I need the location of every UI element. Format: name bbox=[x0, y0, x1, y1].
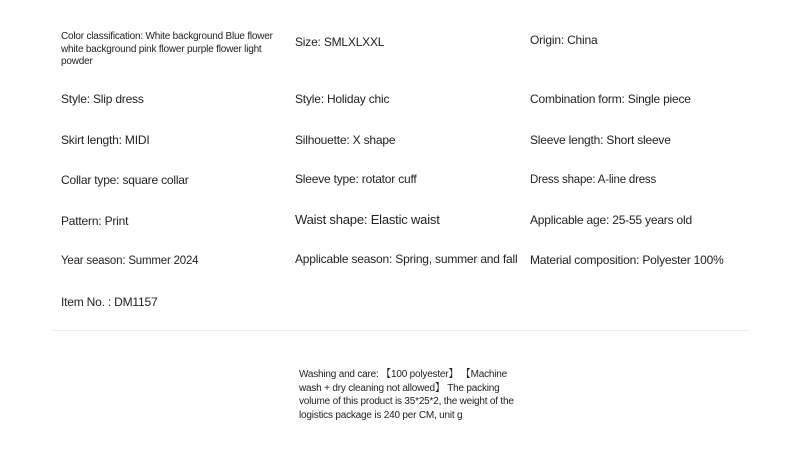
attr-applicable-season: Applicable season: Spring, summer and fall bbox=[295, 252, 518, 266]
attr-label: Waist shape bbox=[295, 212, 364, 227]
attr-label: Silhouette bbox=[295, 133, 347, 147]
attr-value: Print bbox=[104, 214, 129, 228]
attr-value: MIDI bbox=[124, 133, 150, 147]
attr-label: Sleeve length bbox=[530, 133, 601, 147]
attr-label: Applicable age bbox=[530, 213, 606, 227]
attr-color-classification: Color classification: White background Blue flower white background pink flower purple flower light powder bbox=[61, 31, 273, 67]
attr-label: Skirt length bbox=[61, 133, 119, 147]
attr-combination-form: Combination form: Single piece bbox=[530, 92, 691, 106]
attr-value: Polyester 100% bbox=[642, 253, 724, 267]
attr-style: Style: Slip dress bbox=[61, 92, 144, 106]
attr-collar-type: Collar type: square collar bbox=[61, 173, 189, 187]
attr-label: Collar type bbox=[61, 173, 117, 187]
attr-pattern: Pattern: Print bbox=[61, 214, 129, 228]
attr-label: Dress shape bbox=[530, 174, 593, 186]
attr-item-number: Item No. : DM1157 bbox=[61, 295, 158, 309]
attr-label: Origin bbox=[530, 33, 561, 47]
attr-material-composition: Material composition: Polyester 100% bbox=[530, 253, 724, 267]
attr-value: Summer 2024 bbox=[128, 255, 199, 267]
attr-value: 25-55 years old bbox=[612, 213, 692, 227]
attr-size: Size: SMLXLXXL bbox=[295, 35, 385, 49]
attr-label: Pattern bbox=[61, 214, 99, 228]
attr-value: Single piece bbox=[627, 92, 691, 106]
attr-label: Style bbox=[295, 92, 321, 106]
attr-value: White background Blue flower white background pink flower purple flower light powder bbox=[61, 31, 273, 67]
attr-label: Size bbox=[295, 35, 318, 49]
attr-label: Item No. bbox=[61, 295, 108, 309]
attr-value: X shape bbox=[352, 133, 396, 147]
attr-value: Elastic waist bbox=[370, 212, 440, 227]
attr-style-2: Style: Holiday chic bbox=[295, 92, 390, 106]
attr-label: Color classification bbox=[61, 31, 141, 42]
attr-label: Material composition bbox=[530, 253, 637, 267]
attr-value: rotator cuff bbox=[361, 172, 417, 186]
attr-sleeve-length: Sleeve length: Short sleeve bbox=[530, 133, 671, 147]
attr-skirt-length: Skirt length: MIDI bbox=[61, 133, 150, 147]
attr-label: Sleeve type bbox=[295, 172, 356, 186]
attr-label: Combination form bbox=[530, 92, 622, 106]
attr-origin: Origin: China bbox=[530, 33, 598, 47]
attr-value: Short sleeve bbox=[606, 133, 671, 147]
attr-value: SMLXLXXL bbox=[323, 35, 385, 49]
attr-value: Holiday chic bbox=[326, 92, 390, 106]
attr-value: Slip dress bbox=[92, 92, 144, 106]
care-instructions: Washing and care: 【100 polyester】 【Machine wash + dry cleaning not allowed】 The packing volume of this product is 35*25*2, the weight of the logistics package is 240 per CM, unit g bbox=[299, 369, 514, 421]
attr-value: DM1157 bbox=[114, 295, 158, 309]
attr-value: square collar bbox=[122, 173, 189, 187]
attr-year-season: Year season: Summer 2024 bbox=[61, 255, 199, 267]
attr-waist-shape: Waist shape: Elastic waist bbox=[295, 212, 440, 227]
attr-label: Style bbox=[61, 92, 87, 106]
attr-silhouette: Silhouette: X shape bbox=[295, 133, 396, 147]
attr-value: China bbox=[567, 33, 598, 47]
attr-applicable-age: Applicable age: 25-55 years old bbox=[530, 213, 692, 227]
attr-value: Spring, summer and fall bbox=[395, 252, 518, 266]
attr-label: Year season bbox=[61, 255, 123, 267]
attr-label: Applicable season bbox=[295, 252, 390, 266]
section-divider bbox=[52, 330, 749, 331]
attr-dress-shape: Dress shape: A-line dress bbox=[530, 174, 657, 186]
attr-value: A-line dress bbox=[597, 174, 657, 186]
attr-sleeve-type: Sleeve type: rotator cuff bbox=[295, 172, 417, 186]
